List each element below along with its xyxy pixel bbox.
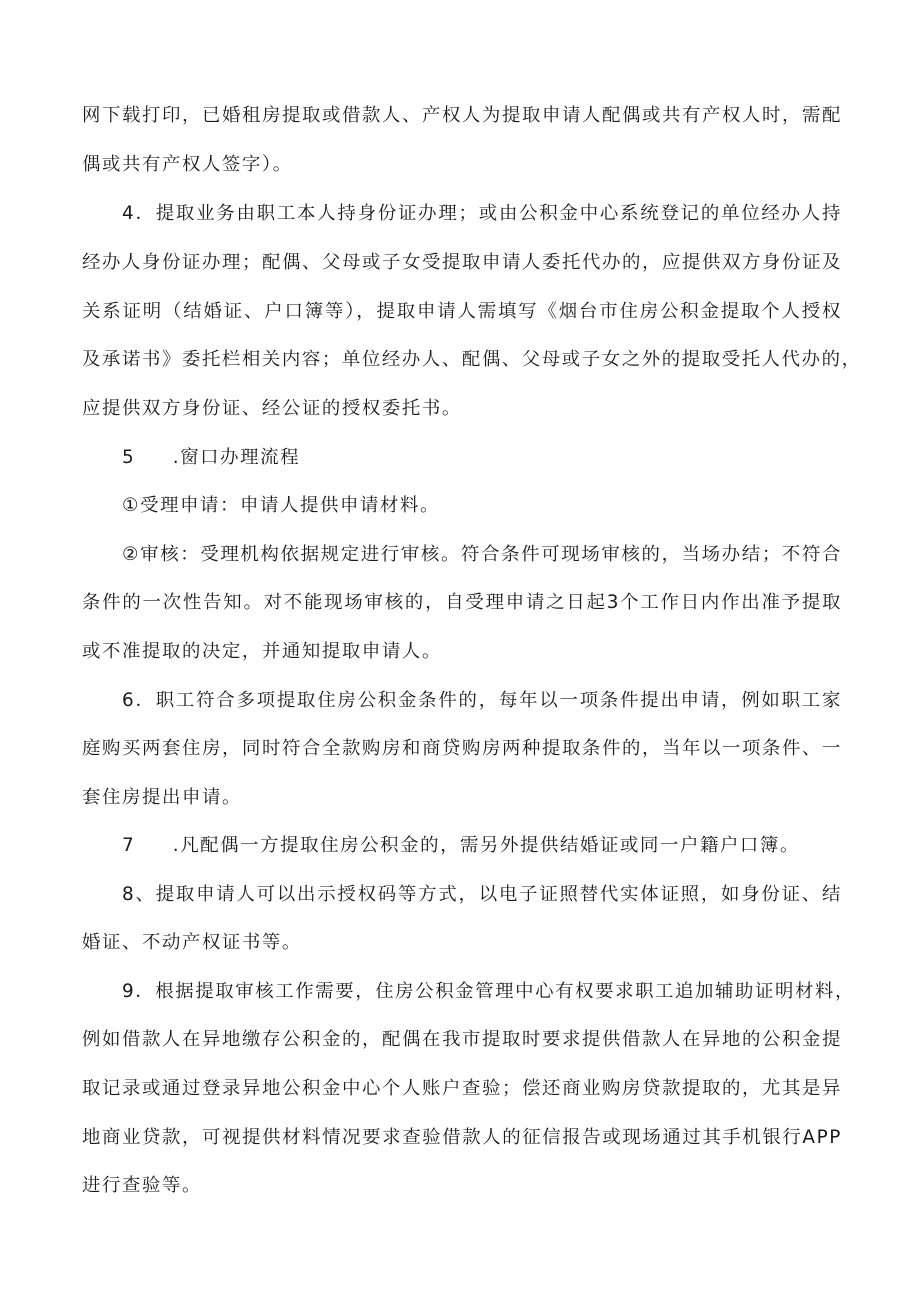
paragraph-line: 及承诺书》委托栏相关内容；单位经办人、配偶、父母或子女之外的提取受托人代办的， — [82, 349, 862, 370]
paragraph-line: 经办人身份证办理；配偶、父母或子女受提取申请人委托代办的，应提供双方身份证及 — [82, 252, 842, 273]
step-2-line: ②审核：受理机构依据规定进行审核。符合条件可现场审核的，当场办结；不符合 — [122, 544, 842, 565]
paragraph-line: 或不准提取的决定，并通知提取申请人。 — [82, 641, 442, 662]
paragraph-line: 条件的一次性告知。对不能现场审核的，自受理申请之日起3个工作日内作出准予提取 — [82, 592, 842, 613]
paragraph-line: 关系证明（结婚证、户口簿等），提取申请人需填写《烟台市住房公积金提取个人授权 — [82, 301, 842, 322]
paragraph-line: 套住房提出申请。 — [82, 787, 242, 808]
paragraph-line: 偶或共有产权人签字）。 — [82, 154, 293, 175]
item-7-line: 7 .凡配偶一方提取住房公积金的，需另外提供结婚证或同一户籍户口簿。 — [122, 835, 800, 856]
item-9-line: 9．根据提取审核工作需要，住房公积金管理中心有权要求职工追加辅助证明材料， — [122, 981, 855, 1002]
step-1-line: ①受理申请：申请人提供申请材料。 — [122, 495, 440, 516]
paragraph-line: 庭购买两套住房，同时符合全款购房和商贷购房两种提取条件的，当年以一项条件、一 — [82, 738, 842, 759]
item-5-heading: 5 .窗口办理流程 — [122, 447, 301, 468]
paragraph-line: 地商业贷款，可视提供材料情况要求查验借款人的征信报告或现场通过其手机银行APP — [82, 1127, 842, 1148]
item-6-line: 6．职工符合多项提取住房公积金条件的，每年以一项条件提出申请，例如职工家 — [122, 690, 842, 711]
paragraph-line: 网下载打印，已婚租房提取或借款人、产权人为提取申请人配偶或共有产权人时，需配 — [82, 105, 842, 126]
item-4-line: 4．提取业务由职工本人持身份证办理；或由公积金中心系统登记的单位经办人持 — [122, 203, 842, 224]
paragraph-line: 婚证、不动产权证书等。 — [82, 932, 302, 953]
item-8-line: 8、提取申请人可以出示授权码等方式，以电子证照替代实体证照，如身份证、结 — [122, 884, 842, 905]
paragraph-line: 进行查验等。 — [82, 1175, 202, 1196]
paragraph-line: 取记录或通过登录异地公积金中心个人账户查验；偿还商业购房贷款提取的，尤其是异 — [82, 1078, 842, 1099]
paragraph-line: 例如借款人在异地缴存公积金的，配偶在我市提取时要求提供借款人在异地的公积金提 — [82, 1029, 842, 1050]
paragraph-line: 应提供双方身份证、经公证的授权委托书。 — [82, 398, 462, 419]
